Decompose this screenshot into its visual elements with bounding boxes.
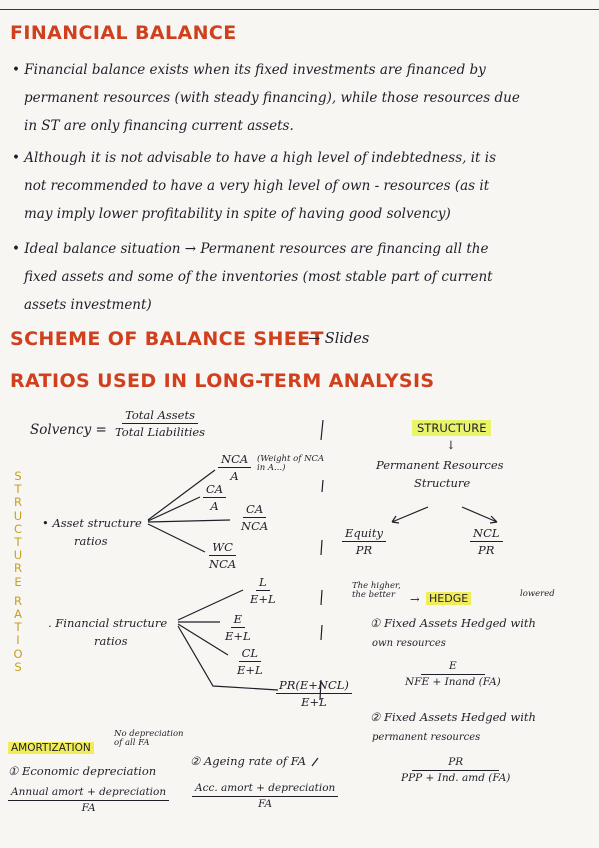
ratio-e-over-el <box>222 612 254 644</box>
side-letter: T <box>14 482 22 497</box>
ratio-equity-over-pr <box>342 526 386 558</box>
hedge-item-2-line-2: permanent resources <box>372 732 481 743</box>
ratio-denominator: E+L <box>250 592 276 607</box>
permanent-resources-label: Permanent Resources <box>376 458 504 472</box>
heading-scheme-balance-sheet: SCHEME OF BALANCE SHEET <box>10 328 324 350</box>
ratio-wc-over-nca <box>206 540 239 572</box>
hedge-fraction-1 <box>402 660 504 689</box>
ratio-denominator: PR <box>355 543 373 558</box>
hedge-item-2-line-1: ② Fixed Assets Hedged with <box>370 710 536 724</box>
ratio-pr-over-el <box>276 678 352 710</box>
ratio-numerator: L <box>256 575 270 591</box>
side-letter: S <box>14 469 22 483</box>
hedge-item-1-line-2: own resources <box>372 638 446 649</box>
heading-financial-balance: FINANCIAL BALANCE <box>10 22 237 44</box>
solvency-denominator: Total Liabilities <box>115 425 206 440</box>
ratio-numerator: Acc. amort + depreciation <box>192 782 338 797</box>
amortization-highlight-label: AMORTIZATION <box>8 742 94 754</box>
ratio-denominator: A <box>210 499 219 514</box>
amortization-fraction-2 <box>192 782 338 811</box>
ratio-ca-over-a <box>203 482 226 514</box>
side-letter: A <box>14 607 22 622</box>
ratio-numerator: CL <box>239 646 261 662</box>
ratio-denominator: E+L <box>237 663 263 678</box>
ratio-numerator: E <box>421 660 485 675</box>
ratio-numerator: WC <box>209 540 236 556</box>
amortization-item-1: ① Economic depreciation <box>8 764 157 778</box>
ratio-l-over-el <box>247 575 279 607</box>
scheme-slides-note: → Slides <box>308 331 370 347</box>
side-letter: U <box>13 508 23 523</box>
ratio-numerator: NCL <box>470 526 503 542</box>
side-letter: T <box>14 620 22 635</box>
nca-weight-note: (Weight of NCA in A...) <box>257 454 325 473</box>
bullet-3-line-2: fixed assets and some of the inventories (most stable part of current <box>24 269 493 285</box>
bullet-2-line-3: may imply lower profitability in spite of having good solvency) <box>24 206 451 222</box>
ratio-nca-over-a <box>218 452 251 484</box>
structure-highlight-label: STRUCTURE <box>412 420 491 436</box>
financial-structure-label: . Financial structure <box>48 616 168 630</box>
ratio-denominator: FA <box>81 802 96 815</box>
financial-structure-label-2: ratios <box>94 634 128 648</box>
hedge-fraction-2 <box>398 756 513 785</box>
side-letter: U <box>13 548 23 563</box>
side-letter: T <box>14 535 22 550</box>
ratio-denominator: E+L <box>301 695 327 710</box>
ratio-numerator: Equity <box>342 526 386 542</box>
solvency-label: Solvency = <box>30 422 107 438</box>
ratio-numerator: CA <box>243 502 266 518</box>
heading-ratios-long-term: RATIOS USED IN LONG-TERM ANALYSIS <box>10 370 435 392</box>
side-letter: S <box>14 659 22 674</box>
hedge-lowered-note: lowered <box>520 589 555 599</box>
ratio-denominator: NCA <box>241 519 269 534</box>
solvency-numerator: Total Assets <box>122 408 198 424</box>
side-letter: C <box>13 521 23 536</box>
side-letter: R <box>14 561 22 576</box>
bullet-1-line-2: permanent resources (with steady financing), while those resources due <box>24 90 520 106</box>
permanent-resources-structure-label: Structure <box>414 476 471 490</box>
ratio-denominator: NFE + Inand (FA) <box>405 676 501 689</box>
hedge-arrow: → <box>410 592 420 606</box>
ratio-denominator: FA <box>258 798 273 811</box>
amortization-fraction-1 <box>8 786 169 815</box>
bullet-2-line-1: • Although it is not advisable to have a high level of indebtedness, it is <box>12 150 497 166</box>
amortization-note: No depreciation of all FA <box>114 729 184 748</box>
side-letter: I <box>16 633 20 648</box>
asset-structure-label-2: ratios <box>74 534 108 548</box>
ratio-denominator: PPP + Ind. amd (FA) <box>401 772 511 785</box>
ratio-numerator: NCA <box>218 452 251 468</box>
ratio-numerator: CA <box>203 482 226 498</box>
hedge-item-1-line-1: ① Fixed Assets Hedged with <box>370 616 536 630</box>
bullet-1-line-1: • Financial balance exists when its fixed investments are financed by <box>12 62 486 78</box>
bullet-2-line-2: not recommended to have a very high level of own - resources (as it <box>24 178 490 194</box>
ratio-numerator: PR <box>412 756 499 771</box>
bullet-3-line-3: assets investment) <box>24 297 152 313</box>
ratio-denominator: A <box>230 469 239 484</box>
side-letter: R <box>14 593 22 608</box>
ratio-cl-over-el <box>234 646 266 678</box>
ratio-denominator: E+L <box>225 629 251 644</box>
bullet-3-line-1: • Ideal balance situation → Permanent resources are financing all the <box>12 241 489 257</box>
ratio-ca-over-nca <box>238 502 271 534</box>
structure-down-arrow: ↓ <box>446 438 456 452</box>
side-letter: E <box>14 574 22 589</box>
ratio-numerator: E <box>231 612 245 628</box>
asset-structure-label: • Asset structure <box>42 516 142 530</box>
ratio-ncl-over-pr <box>470 526 503 558</box>
hedge-higher-better-note: The higher, the better <box>352 581 401 600</box>
amortization-item-2: ② Ageing rate of FA <box>190 754 307 768</box>
ratio-denominator: NCA <box>209 557 237 572</box>
bullet-1-line-3: in ST are only financing current assets. <box>24 118 294 134</box>
ratio-numerator: Annual amort + depreciation <box>8 786 169 801</box>
side-letter: R <box>14 495 22 510</box>
hedge-highlight-label: HEDGE <box>426 592 471 605</box>
side-letter: O <box>13 646 23 661</box>
ratio-denominator: PR <box>478 543 495 558</box>
ratio-numerator: PR(E+NCL) <box>276 678 352 694</box>
